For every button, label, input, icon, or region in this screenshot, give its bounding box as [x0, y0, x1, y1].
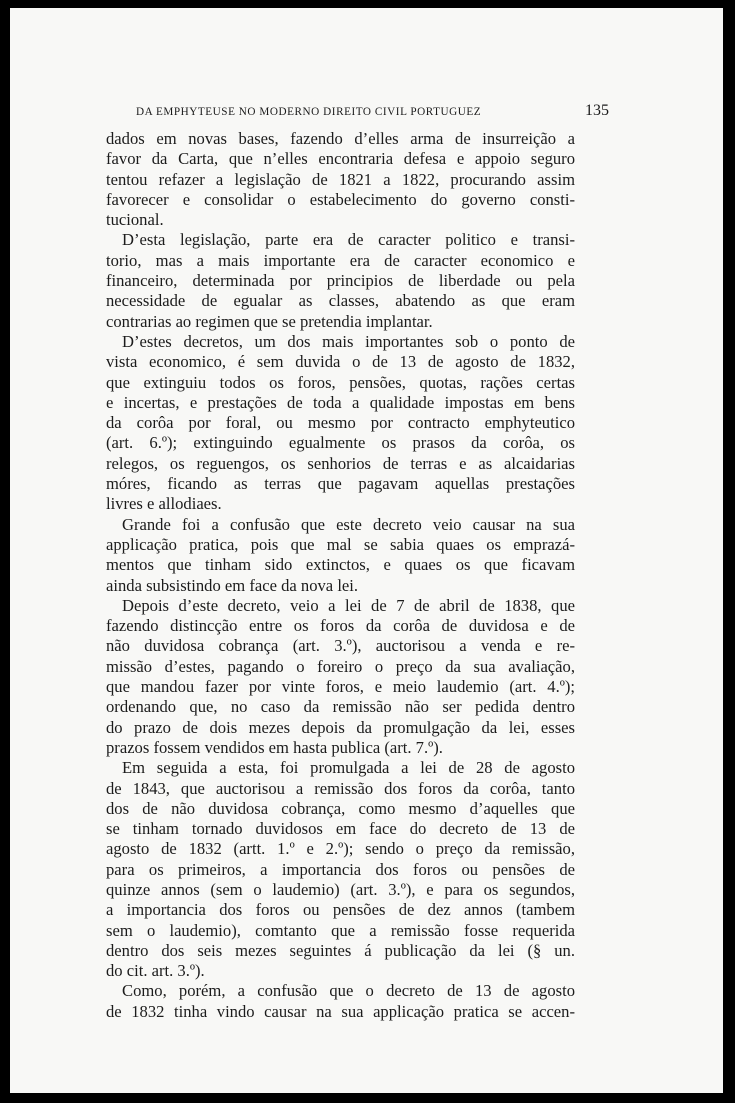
text-line: tentou refazer a legislação de 1821 a 1822, procurando assim: [106, 169, 575, 189]
body-text: [106, 129, 575, 1022]
text-line: D’esta legislação, parte era de caracter politico e transi-: [122, 230, 575, 250]
text-line: tucional.: [106, 210, 164, 230]
text-line-italic-terms: relegos, os reguengos, os senhorios de terras e as alcaidarias: [106, 453, 575, 473]
text-line: fazendo distincção entre os foros da corôa de duvidosa e de: [106, 616, 575, 636]
text-line: para os primeiros, a importancia dos foros ou pensões de: [106, 859, 575, 879]
text-line: (art. 6.º); extinguindo egualmente os prasos da corôa, os: [106, 433, 575, 453]
text-line: favor da Carta, que n’elles encontraria defesa e appoio seguro: [106, 149, 575, 169]
text-line: necessidade de egualar as classes, abatendo as que eram: [106, 291, 575, 311]
text-line: de 1832 tinha vindo causar na sua applicação pratica se accen-: [106, 1001, 575, 1021]
text-line: a importancia dos foros ou pensões de dez annos (tambem: [106, 900, 575, 920]
text-line: dados em novas bases, fazendo d’elles arma de insurreição a: [106, 129, 575, 148]
text-line: sem o laudemio), comtanto que a remissão fosse requerida: [106, 920, 575, 940]
text-line: missão d’estes, pagando o foreiro o preço da sua avaliação,: [106, 656, 575, 676]
text-line: ainda subsistindo em face da nova lei.: [106, 575, 359, 595]
text-line: dentro dos seis mezes seguintes á publicação da lei (§ un.: [106, 940, 575, 960]
text-line: da corôa por foral, ou mesmo por contracto emphyteutico: [106, 413, 575, 433]
text-line: Grande foi a confusão que este decreto veio causar na sua: [122, 514, 575, 534]
text-line: de 1843, que auctorisou a remissão dos foros da corôa, tanto: [106, 778, 575, 798]
text-line: do prazo de dois mezes depois da promulgação da lei, esses: [106, 717, 575, 737]
text-line: Em seguida a esta, foi promulgada a lei de 28 de agosto: [122, 758, 575, 778]
text-line: que mandou fazer por vinte foros, e meio laudemio (art. 4.º);: [106, 677, 575, 697]
text-line: quinze annos (sem o laudemio) (art. 3.º), e para os segundos,: [106, 879, 575, 899]
text-line: applicação pratica, pois que mal se sabia quaes os emprazá-: [106, 534, 575, 554]
text-line: contrarias ao regimen que se pretendia implantar.: [106, 311, 433, 331]
running-header: [136, 102, 609, 124]
text-line: mentos que tinham sido extinctos, e quaes os que ficavam: [106, 555, 575, 575]
text-line: favorecer e consolidar o estabelecimento do governo consti-: [106, 189, 575, 209]
text-line: móres, ficando as terras que pagavam aquellas prestações: [106, 474, 575, 494]
text-line: que extinguiu todos os foros, pensões, quotas, rações certas: [106, 372, 575, 392]
text-line: financeiro, determinada por principios de liberdade ou pela: [106, 271, 575, 291]
text-line: se tinham tornado duvidosos em face do decreto de 13 de: [106, 819, 575, 839]
text-line: não duvidosa cobrança (art. 3.º), auctorisou a venda e re-: [106, 636, 575, 656]
running-title: DA EMPHYTEUSE NO MODERNO DIREITO CIVIL PORTUGUEZ: [136, 106, 482, 118]
text-line: torio, mas a mais importante era de caracter economico e: [106, 250, 575, 270]
text-line: ordenando que, no caso da remissão não ser pedida dentro: [106, 697, 575, 717]
page-number: 135: [585, 102, 609, 119]
text-line: dos de não duvidosa cobrança, como mesmo d’aquelles que: [106, 798, 575, 818]
text-line: livres e allodiaes.: [106, 494, 222, 514]
text-line: e incertas, e prestações de toda a qualidade impostas em bens: [106, 392, 575, 412]
text-line: agosto de 1832 (artt. 1.º e 2.º); sendo o preço da remissão,: [106, 839, 575, 859]
text-line: D’estes decretos, um dos mais importantes sob o ponto de: [122, 331, 575, 351]
text-line: Como, porém, a confusão que o decreto de 13 de agosto: [122, 981, 575, 1001]
text-line: Depois d’este decreto, veio a lei de 7 de abril de 1838, que: [122, 595, 575, 615]
text-line: prazos fossem vendidos em hasta publica (art. 7.º).: [106, 737, 443, 757]
text-line: do cit. art. 3.º).: [106, 961, 205, 981]
text-line: vista economico, é sem duvida o de 13 de agosto de 1832,: [106, 352, 575, 372]
